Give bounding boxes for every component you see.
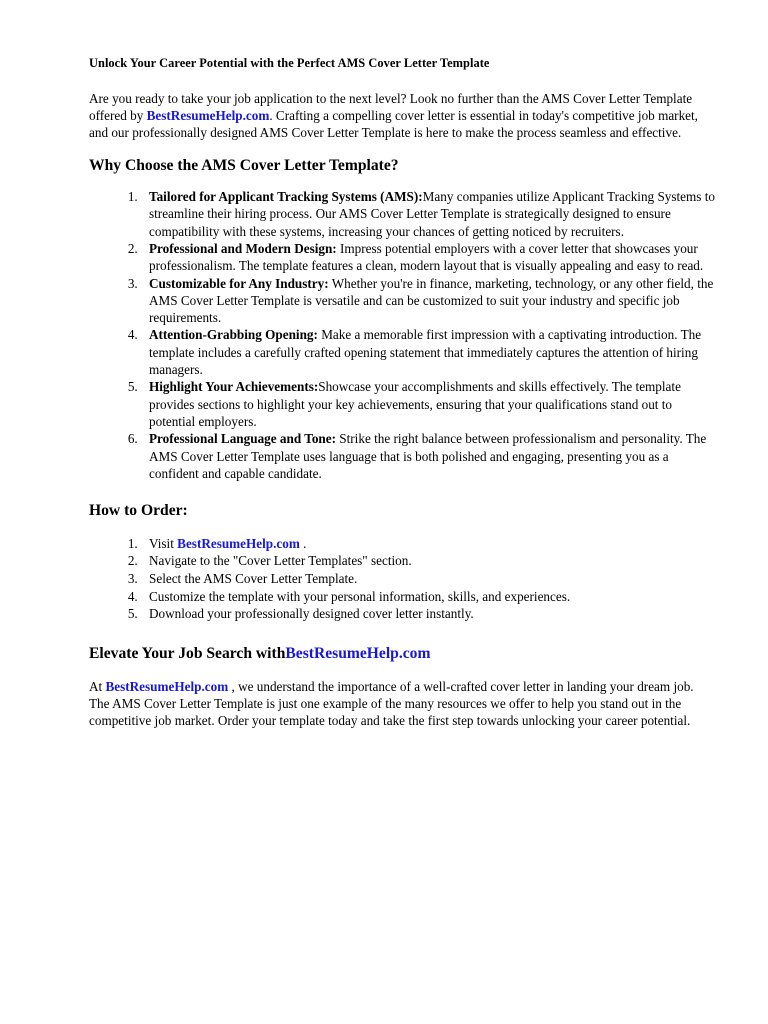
list-item [141, 605, 716, 623]
feature-label: Professional and Modern Design: [149, 240, 337, 256]
closing-paragraph [89, 678, 716, 730]
list-item [141, 326, 716, 378]
feature-text: Showcase your accomplishments and skills effectively. The template provides sections to highlight your key achievements, ensuring that your qualifications stand out to potential employers. [149, 379, 681, 429]
how-to-order-heading: How to Order: [89, 502, 188, 520]
list-item [141, 378, 716, 430]
list-item [141, 430, 716, 482]
elevate-heading-text: Elevate Your Job Search with [89, 644, 286, 662]
feature-label: Customizable for Any Industry: [149, 275, 329, 291]
step-text: Select the AMS Cover Letter Template. [149, 571, 358, 587]
intro-paragraph [89, 90, 716, 142]
intro-text-before-link: Are you ready to take your job application to the next level? Look no further than the AMS Cover Letter Template offered by [89, 90, 693, 123]
list-item [141, 552, 716, 570]
list-item [141, 188, 716, 240]
step-text: Download your professionally designed cover letter instantly. [149, 606, 474, 622]
list-item [141, 588, 716, 606]
feature-label: Attention-Grabbing Opening: [149, 327, 318, 343]
feature-text: Strike the right balance between professionalism and personality. The AMS Cover Letter Template uses language that is both polished and engaging, presenting you as a confident and capable candidate. [149, 431, 707, 481]
list-item [141, 570, 716, 588]
elevate-heading [89, 645, 716, 664]
step-text: Customize the template with your personal information, skills, and experiences. [149, 588, 571, 604]
feature-text: Whether you're in finance, marketing, technology, or any other field, the AMS Cover Letter Template is versatile and can be customized to suit your industry and specific job requirements. [149, 275, 714, 326]
why-choose-heading: Why Choose the AMS Cover Letter Template? [89, 157, 399, 175]
intro-text-after-link: . Crafting a compelling cover letter is essential in today's competitive job market, and our professionally designed AMS Cover Letter Template is here to make the process seamless and effective. [89, 107, 698, 141]
feature-text: Many companies utilize Applicant Tracking Systems to streamline their hiring process. Our AMS Cover Letter Template is strategically designed to ensure compatibility with these systems, increasing your chances of getting noticed by recruiters. [149, 189, 715, 239]
bestresumehelp-link[interactable]: BestResumeHelp.com [285, 644, 431, 662]
why-choose-list [89, 188, 716, 482]
feature-text: Impress potential employers with a cover letter that showcases your professionalism. The template features a clean, modern layout that is visually appealing and easy to read. [149, 240, 704, 274]
feature-text: Make a memorable first impression with a captivating introduction. The template includes a carefully crafted opening statement that immediately captures the attention of hiring managers. [149, 327, 702, 378]
step-text-after-link: . [299, 535, 307, 551]
bestresumehelp-link[interactable]: BestResumeHelp.com [177, 535, 300, 551]
feature-label: Highlight Your Achievements: [149, 379, 319, 395]
bestresumehelp-link[interactable]: BestResumeHelp.com [105, 678, 229, 694]
list-item [141, 240, 716, 275]
feature-label: Professional Language and Tone: [149, 431, 336, 447]
bestresumehelp-link[interactable]: BestResumeHelp.com [146, 107, 270, 123]
list-item [141, 535, 716, 553]
closing-text-after-link: , we understand the importance of a well-crafted cover letter in landing your dream job. The AMS Cover Letter Template is just one example of the many resources we offer to help you stand out in the competitive job market. Order your template today and take the first step towards unlocking your career potential. [89, 678, 694, 729]
step-text-before-link: Visit [149, 535, 178, 551]
feature-label: Tailored for Applicant Tracking Systems (AMS): [149, 189, 423, 205]
closing-text-before-link: At [89, 678, 106, 694]
how-to-order-list [89, 535, 716, 623]
step-text: Navigate to the "Cover Letter Templates" section. [149, 553, 412, 569]
list-item [141, 275, 716, 327]
document-title: Unlock Your Career Potential with the Perfect AMS Cover Letter Template [89, 56, 490, 70]
